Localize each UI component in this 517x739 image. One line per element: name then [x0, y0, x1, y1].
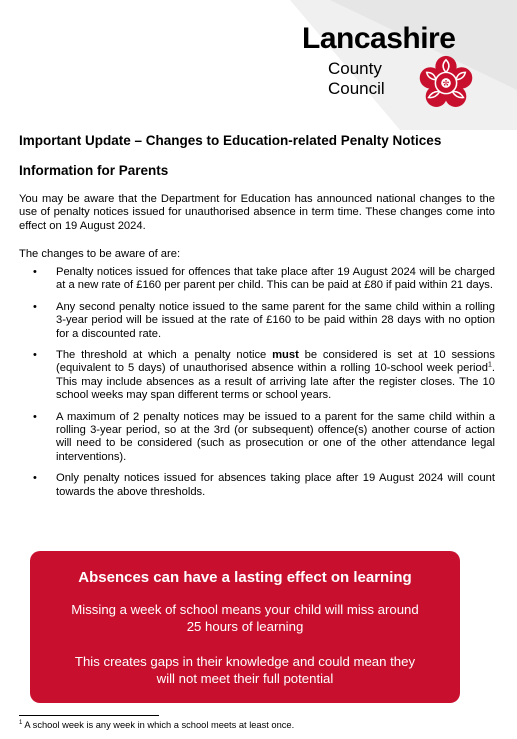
footnote-text: A school week is any week in which a school meets at least once.: [22, 720, 295, 731]
bullet-icon: •: [33, 410, 37, 423]
changes-list: [19, 266, 495, 507]
footnote-number: 1: [19, 720, 23, 726]
list-item-text-end: . This may include absences as a result of arriving late after the register closes. The 10 school weeks may span different terms or school years.: [56, 362, 495, 402]
list-item: [19, 411, 495, 465]
list-item: [19, 301, 495, 341]
banner-text-missing-week: Missing a week of school means your child will miss around 25 hours of learning: [71, 602, 419, 634]
logo-line-council: Council: [328, 79, 385, 98]
list-item-text-middle: be considered is set at 10 sessions (equivalent to 5 days) of unauthorised absence within a rolling 10-school week period: [56, 349, 495, 375]
banner-title: Absences can have a lasting effect on learning: [78, 569, 412, 586]
bullet-icon: •: [33, 472, 37, 485]
bullet-icon: •: [33, 349, 37, 362]
lancashire-logo: [300, 22, 500, 122]
bullet-icon: •: [33, 266, 37, 278]
list-item: [19, 266, 495, 293]
intro-paragraph: You may be aware that the Department for Education has announced national changes to the use of penalty notices issued for unauthorised absence in term time. These changes come into effect on 19 August 2024.: [19, 193, 495, 232]
footnote: [19, 720, 294, 730]
logo-line-county: County: [328, 59, 382, 78]
footnote-divider: [19, 715, 159, 716]
list-item-text: A maximum of 2 penalty notices may be issued to a parent for the same child within a rolling 3-year period, so at the 3rd (or subsequent) offence(s) another course of action will need to be considered (such as prosecution or one of the other attendance legal interventions).: [56, 410, 495, 463]
footnote-reference: 1: [487, 361, 492, 369]
list-item-text: Penalty notices issued for offences that take place after 19 August 2024 will be charged at a new rate of £160 per parent per child. This can be paid at £80 if paid within 21 days.: [56, 266, 495, 292]
bullet-icon: •: [33, 300, 37, 313]
emphasis-text: must: [272, 349, 299, 362]
page-title: Important Update – Changes to Education-related Penalty Notices: [19, 133, 442, 148]
red-rose-icon: [417, 54, 475, 112]
logo-title: Lancashire: [302, 22, 456, 55]
list-item: [19, 472, 495, 499]
changes-label: The changes to be aware of are:: [19, 248, 181, 260]
list-item: [19, 349, 495, 403]
list-item-text-start: The threshold at which a penalty notice: [56, 349, 273, 362]
list-item-text: Any second penalty notice issued to the same parent for the same child within a rolling 3-year period will be issued at the rate of £160 to be paid within 28 days with no option for a discounted rate.: [56, 300, 495, 340]
banner-text-knowledge-gaps: This creates gaps in their knowledge and could mean they will not meet their full potential: [74, 654, 416, 686]
section-heading: Information for Parents: [19, 163, 169, 178]
info-banner: [30, 551, 460, 703]
list-item-text: Only penalty notices issued for absences taking place after 19 August 2024 will count towards the above thresholds.: [56, 472, 495, 498]
